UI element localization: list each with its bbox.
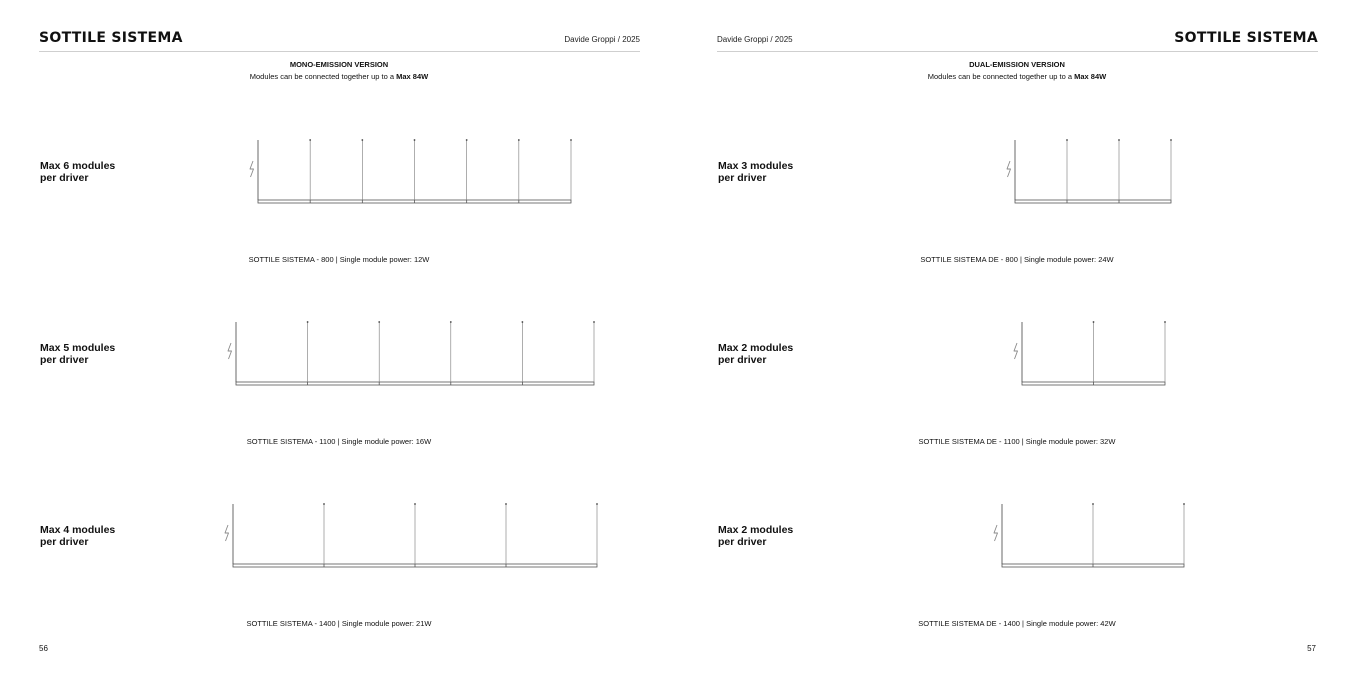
module-caption: SOTTILE SISTEMA - 1100 | Single module power: 16W — [246, 437, 432, 446]
ceiling-anchor — [1066, 139, 1068, 141]
label-line-1: Max 6 modules — [40, 160, 116, 172]
brand-title: SOTTILE SISTEMA — [39, 30, 183, 46]
ceiling-anchor — [1093, 321, 1095, 323]
module-diagram — [678, 492, 1356, 582]
version-sub-bold: Max 84W — [1074, 72, 1107, 81]
ceiling-anchor — [505, 503, 507, 505]
module-diagram — [0, 310, 678, 400]
power-bolt-icon — [1014, 343, 1018, 359]
header-rule — [39, 51, 640, 52]
version-title: DUAL-EMISSION VERSION — [969, 60, 1065, 69]
ceiling-anchor — [593, 321, 595, 323]
version-sub-prefix: Modules can be connected together up to a — [249, 72, 397, 81]
label-line-2: per driver — [718, 172, 767, 184]
page-number: 56 — [39, 644, 48, 653]
page-number: 57 — [1307, 644, 1316, 653]
label-line-1: Max 4 modules — [40, 524, 116, 536]
ceiling-anchor — [570, 139, 572, 141]
brand-title: SOTTILE SISTEMA — [1174, 30, 1318, 46]
ceiling-anchor — [596, 503, 598, 505]
label-line-2: per driver — [40, 172, 89, 184]
label-line-1: Max 2 modules — [718, 524, 794, 536]
ceiling-anchor — [522, 321, 524, 323]
module-caption: SOTTILE SISTEMA DE - 800 | Single module power: 24W — [920, 255, 1114, 264]
ceiling-anchor — [518, 139, 520, 141]
ceiling-anchor — [378, 321, 380, 323]
ceiling-anchor — [1118, 139, 1120, 141]
ceiling-anchor — [1183, 503, 1185, 505]
label-line-2: per driver — [718, 354, 767, 366]
power-bolt-icon — [228, 343, 232, 359]
ceiling-anchor — [361, 139, 363, 141]
power-bolt-icon — [1007, 161, 1011, 177]
version-sub-bold: Max 84W — [396, 72, 429, 81]
label-line-2: per driver — [40, 536, 89, 548]
ceiling-anchor — [1092, 503, 1094, 505]
author-year: Davide Groppi / 2025 — [717, 35, 793, 44]
ceiling-anchor — [1170, 139, 1172, 141]
ceiling-anchor — [323, 503, 325, 505]
module-caption: SOTTILE SISTEMA - 800 | Single module power: 12W — [248, 255, 430, 264]
ceiling-anchor — [307, 321, 309, 323]
module-bar — [236, 382, 594, 385]
power-bolt-icon — [225, 525, 229, 541]
module-caption: SOTTILE SISTEMA DE - 1100 | Single module power: 32W — [918, 437, 1116, 446]
author-year: Davide Groppi / 2025 — [564, 35, 640, 44]
ceiling-anchor — [309, 139, 311, 141]
module-caption: SOTTILE SISTEMA DE - 1400 | Single module power: 42W — [918, 619, 1116, 628]
power-bolt-icon — [250, 161, 254, 177]
module-diagram — [678, 310, 1356, 400]
ceiling-anchor — [466, 139, 468, 141]
version-subtitle — [678, 72, 1356, 81]
header-rule — [717, 51, 1318, 52]
module-diagram — [0, 128, 678, 218]
version-sub-prefix: Modules can be connected together up to a — [927, 72, 1075, 81]
module-caption: SOTTILE SISTEMA - 1400 | Single module power: 21W — [246, 619, 432, 628]
label-line-1: Max 5 modules — [40, 342, 116, 354]
ceiling-anchor — [414, 139, 416, 141]
module-diagram — [678, 128, 1356, 218]
module-diagram — [0, 492, 678, 582]
label-line-2: per driver — [718, 536, 767, 548]
ceiling-anchor — [1164, 321, 1166, 323]
version-subtitle — [0, 72, 678, 81]
module-bar — [1015, 200, 1171, 203]
right-page — [678, 0, 1356, 678]
label-line-1: Max 2 modules — [718, 342, 794, 354]
ceiling-anchor — [450, 321, 452, 323]
ceiling-anchor — [414, 503, 416, 505]
version-title: MONO-EMISSION VERSION — [289, 60, 389, 69]
power-bolt-icon — [994, 525, 998, 541]
label-line-1: Max 3 modules — [718, 160, 794, 172]
label-line-2: per driver — [40, 354, 89, 366]
